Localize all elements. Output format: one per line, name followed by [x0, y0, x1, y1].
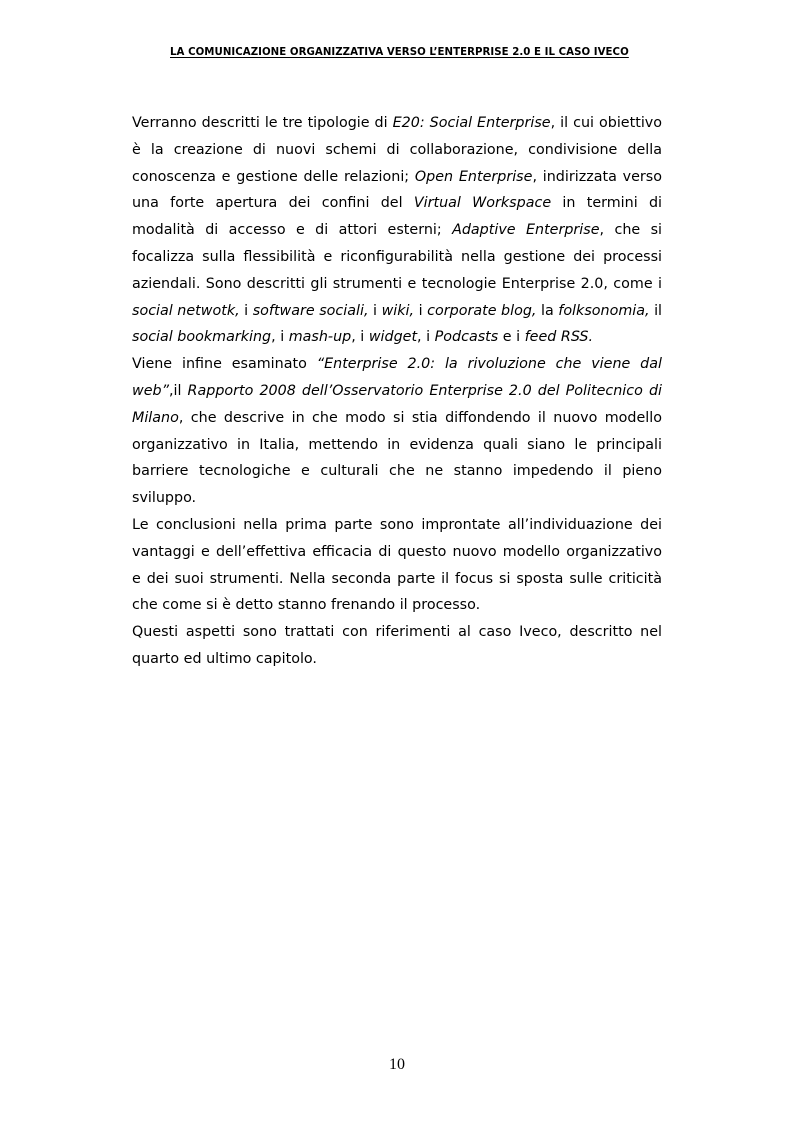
paragraph-typologies [132, 110, 662, 351]
text-segment: Questi aspetti sono trattati con riferimenti al caso Iveco, descritto nel quarto ed ultimo capitolo. [132, 624, 662, 667]
text-segment: software sociali, [252, 302, 369, 319]
text-segment: E20: Social Enterprise [392, 115, 551, 131]
text-segment: wiki, [381, 302, 415, 319]
text-segment: , indirizzata verso una forte apertura dei confini del [132, 168, 662, 212]
page-number: 10 [389, 1056, 405, 1073]
text-segment: , i [417, 329, 435, 346]
text-segment: i [368, 302, 382, 319]
text-segment: , il cui obiettivo è la creazione di nuovi schemi di collaborazione, condivisione della conoscenza e gestione delle relazioni; [132, 115, 662, 185]
running-header: LA COMUNICAZIONE ORGANIZZATIVA VERSO L’ENTERPRISE 2.0 E IL CASO IVECO [170, 47, 629, 58]
paragraph-iveco [132, 619, 662, 673]
text-segment: , i [351, 329, 369, 346]
text-segment: Podcasts [434, 329, 499, 346]
text-segment: i [414, 302, 428, 319]
text-segment: social netwotk, [132, 302, 240, 319]
text-segment: “Enterprise 2.0: la rivoluzione che viene dal web” [132, 356, 662, 399]
text-segment: social bookmarking [132, 329, 272, 346]
text-segment: i [239, 302, 253, 319]
body-text [132, 110, 662, 673]
text-segment: feed RSS. [524, 329, 594, 346]
text-segment: Rapporto 2008 dell’Osservatorio Enterprise 2.0 del Politecnico di Milano [132, 382, 662, 426]
paragraph-report [132, 351, 662, 512]
text-segment: , che si focalizza sulla flessibilità e riconfigurabilità nella gestione dei processi aziendali. Sono descritti gli strumenti e tecnologie Enterprise 2.0, come i [132, 222, 662, 292]
text-segment: folksonomia, [558, 302, 650, 319]
text-segment: , i [271, 329, 289, 346]
text-segment: Viene infine esaminato [132, 356, 317, 373]
text-segment: corporate blog, [427, 302, 537, 319]
text-segment: widget [368, 329, 418, 346]
text-segment: il [649, 302, 663, 319]
text-segment: Virtual Workspace [413, 195, 552, 212]
text-segment: mash-up [288, 329, 352, 346]
text-segment: in termini di modalità di accesso e di attori esterni; [132, 195, 662, 239]
text-segment: ,il [168, 382, 188, 399]
paragraph-conclusions [132, 512, 662, 619]
text-segment: , che descrive in che modo si stia diffondendo il nuovo modello organizzativo in Italia, mettendo in evidenza quali siano le principali barriere tecnologiche e culturali che ne stanno impedendo il pieno sviluppo. [132, 409, 662, 507]
text-segment: la [536, 302, 559, 319]
text-segment: e i [498, 329, 525, 346]
text-segment: Verranno descritti le tre tipologie di [132, 115, 393, 131]
text-segment: Open Enterprise [414, 168, 533, 185]
text-segment: Adaptive Enterprise [452, 222, 600, 239]
text-segment: Le conclusioni nella prima parte sono improntate all’individuazione dei vantaggi e dell’effettiva efficacia di questo nuovo modello organizzativo e dei suoi strumenti. Nella seconda parte il focus si sposta sulle criticità che come si è detto stanno frenando il processo. [132, 516, 662, 614]
